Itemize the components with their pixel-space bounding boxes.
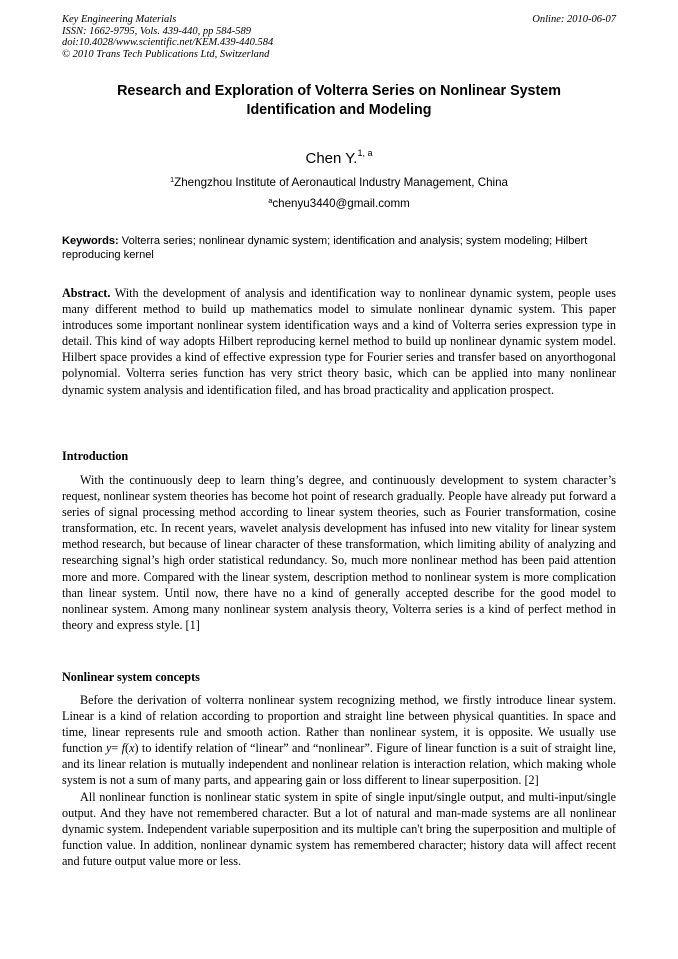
email bbox=[62, 197, 616, 210]
concepts-paragraph-1 bbox=[62, 692, 616, 789]
keywords-text: Volterra series; nonlinear dynamic system; identification and analysis; system modeling; Hilbert reproducing kernel bbox=[62, 235, 588, 261]
author-superscript: 1, a bbox=[357, 148, 373, 158]
abstract-text: With the development of analysis and identification way to nonlinear dynamic system, people uses many different method to build up mathematics model to simulate nonlinear dynamic system. This paper introduces some important nonlinear system identification ways and a kind of Volterra series expression type in detail. This kind of way adopts Hilbert reproducing kernel method to build up nonlinear dynamic system model. Hilbert space provides a kind of effective expression type for Fourier series and transfer based on anyorthogonal polynomial. Volterra series function has very strict theory basic, which can be applied into many nonlinear dynamic system analysis and identification filed, and has broad practicality and application prospect. bbox=[62, 286, 616, 397]
affiliation-superscript: 1 bbox=[169, 175, 175, 184]
affiliation-text: Zhengzhou Institute of Aeronautical Industry Management, China bbox=[174, 176, 509, 189]
concepts-p1-part-a: Before the derivation of volterra nonlinear system recognizing method, we firstly introduce linear system. Linear is a kind of relation according to proportion and straight line between physical quantities. In space and time, linear represents rule and smooth action. Rather than nonlinear system, it is opposite. We usually use function bbox=[62, 693, 616, 756]
title-line-1: Research and Exploration of Volterra Series on Nonlinear System bbox=[117, 83, 561, 99]
abstract-label: Abstract. bbox=[62, 286, 111, 300]
abstract bbox=[62, 285, 616, 398]
keywords-label: Keywords: bbox=[62, 235, 119, 247]
math-paren: ( bbox=[125, 741, 130, 756]
introduction-heading: Introduction bbox=[62, 449, 129, 463]
title-line-2: Identification and Modeling bbox=[246, 102, 432, 118]
concepts-paragraph-2: All nonlinear function is nonlinear static system in spite of single input/single output, and multi-input/single output. And they have not remembered character. But a lot of natural and man-made systems are all nonlinear dynamic system. Independent variable superposition and its multiple can't bring the superposition and multiple of function value. In addition, nonlinear dynamic system has remembered character; history data will affect recent and future output value more or less. bbox=[62, 789, 616, 868]
online-date: Online: 2010-06-07 bbox=[532, 14, 616, 25]
keywords bbox=[62, 234, 616, 262]
journal-name: Key Engineering Materials bbox=[62, 14, 177, 25]
email-superscript: a bbox=[268, 196, 273, 205]
author-line bbox=[62, 150, 616, 167]
math-f: f bbox=[121, 741, 126, 756]
math-x: x bbox=[129, 741, 135, 756]
introduction-body bbox=[62, 472, 616, 633]
concepts-body bbox=[62, 692, 616, 869]
math-y: y bbox=[105, 741, 112, 756]
copyright-line: © 2010 Trans Tech Publications Ltd, Switzerland bbox=[62, 48, 270, 60]
doi-line: doi:10.4028/www.scientific.net/KEM.439-440.584 bbox=[62, 37, 274, 49]
email-address: chenyu3440@gmail.comm bbox=[272, 197, 410, 210]
issn-line: ISSN: 1662-9795, Vols. 439-440, pp 584-589 bbox=[62, 25, 251, 37]
concepts-p1-part-b: ) to identify relation of “linear” and “nonlinear”. Figure of linear function is a suit of straight line, and its linear relation is mutually independent and nonlinear relation is interaction relation, which making whole system is not a sum of many parts, and appearing gain or loss different to linear superposition. [2] bbox=[62, 741, 616, 788]
author-name: Chen Y. bbox=[305, 150, 358, 167]
math-equals: = bbox=[111, 741, 122, 756]
journal-header bbox=[62, 14, 273, 60]
affiliation bbox=[62, 176, 616, 189]
paper-title bbox=[62, 82, 616, 120]
introduction-paragraph: With the continuously deep to learn thing’s degree, and continuously development to system character’s request, nonlinear system theories has become hot point of research gradually. People have already put forward a series of signal processing method according to linear system theories, such as Fourier transformation, cosine transformation, etc. In recent years, wavelet analysis development has infused into new vitality for linear system method research, but because of linear character of these transformation, which limiting ability of analyzing and researching signal’s high order statistical redundancy. So, much more nonlinear method has been paid attention more and more. Compared with the linear system, description method to nonlinear system is more complication than linear system. Until now, there have no a kind of generally accepted describe for the good model to nonlinear system. Among many nonlinear system analysis theory, Volterra series is a kind of perfect method in theory and express style. [1] bbox=[62, 473, 616, 632]
concepts-heading: Nonlinear system concepts bbox=[62, 670, 200, 684]
